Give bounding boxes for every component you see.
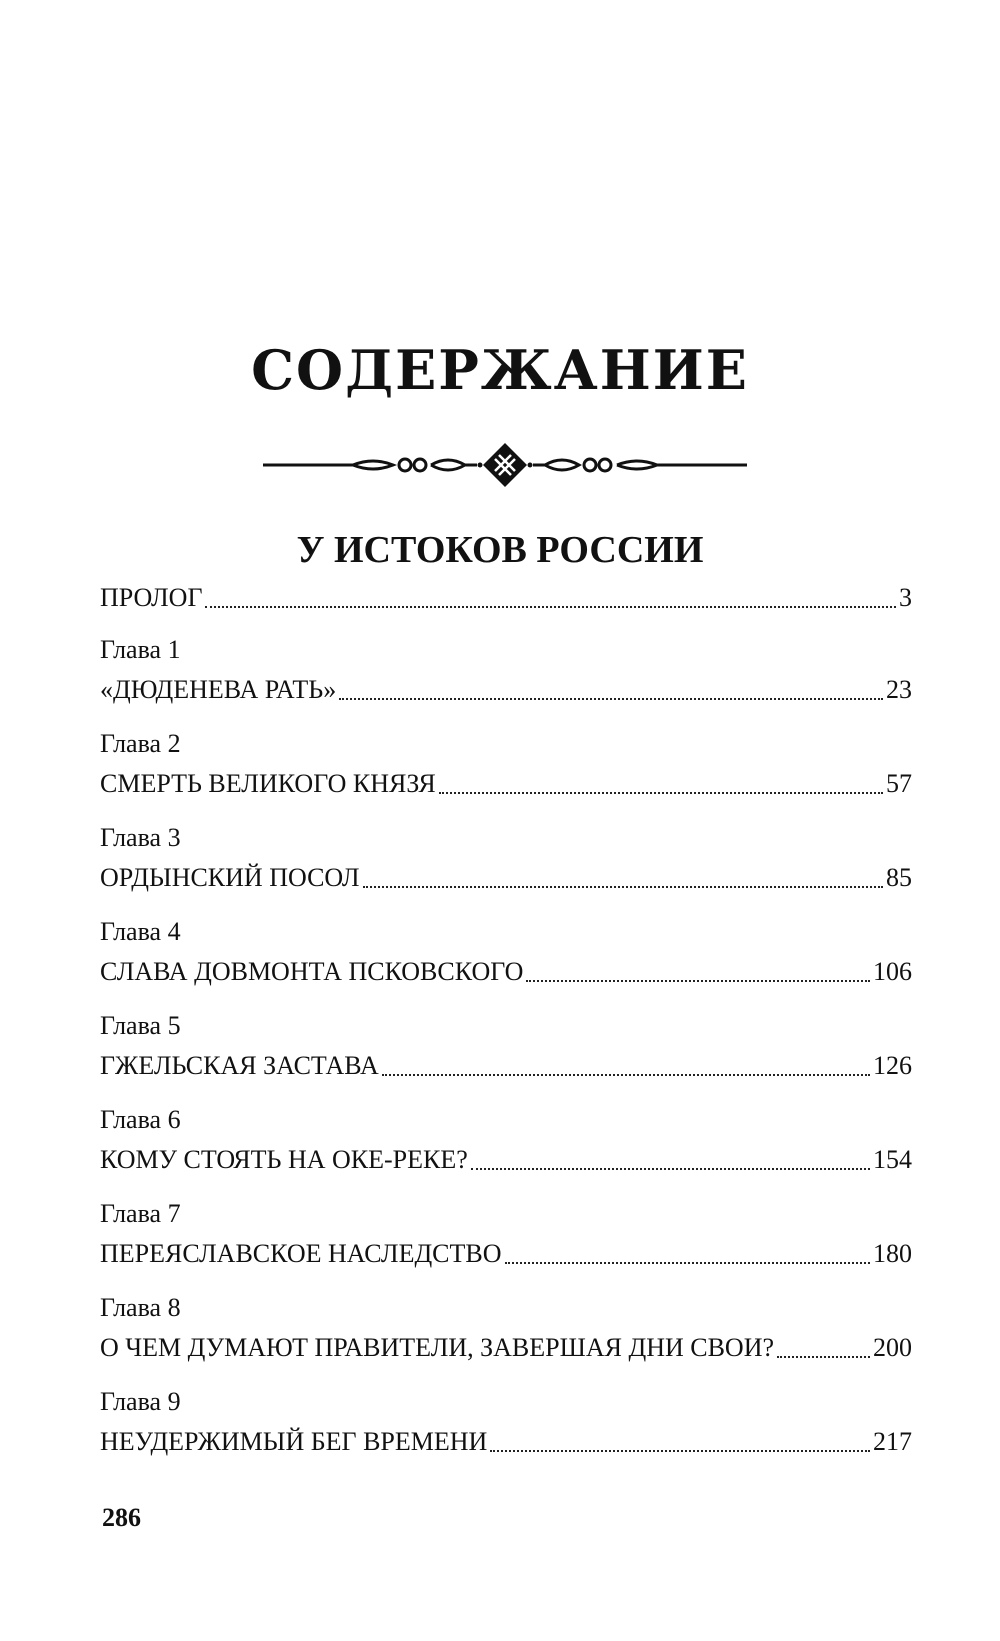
table-of-contents	[100, 578, 912, 1474]
toc-entry-title: НЕУДЕРЖИМЫЙ БЕГ ВРЕМЕНИ	[100, 1427, 488, 1456]
toc-page-number: 106	[873, 957, 912, 986]
leader-dots	[471, 1168, 870, 1170]
leader-dots	[777, 1356, 870, 1358]
section-title: У ИСТОКОВ РОССИИ	[296, 529, 704, 571]
chapter-label: Глава 7	[100, 1199, 181, 1228]
chapter-label: Глава 1	[100, 635, 181, 664]
page-number: 286	[102, 1503, 141, 1532]
toc-entry-title: ПЕРЕЯСЛАВСКОЕ НАСЛЕДСТВО	[100, 1239, 502, 1268]
chapter-label: Глава 6	[100, 1105, 181, 1134]
leader-dots	[205, 606, 896, 608]
chapter-label: Глава 8	[100, 1293, 181, 1322]
toc-entry-title: ОРДЫНСКИЙ ПОСОЛ	[100, 863, 360, 892]
toc-entry-title: ГЖЕЛЬСКАЯ ЗАСТАВА	[100, 1051, 379, 1080]
toc-page-number: 126	[873, 1051, 912, 1080]
toc-entry-chapter-9[interactable]	[100, 1380, 912, 1474]
leader-dots	[490, 1450, 870, 1452]
toc-entry-chapter-5[interactable]	[100, 1004, 912, 1098]
leader-dots	[363, 886, 883, 888]
toc-page-number: 57	[886, 769, 912, 798]
ornament-divider-icon	[263, 440, 747, 490]
toc-entry-title: КОМУ СТОЯТЬ НА ОКЕ-РЕКЕ?	[100, 1145, 468, 1174]
toc-entry-title: СМЕРТЬ ВЕЛИКОГО КНЯЗЯ	[100, 769, 436, 798]
toc-page-number: 200	[873, 1333, 912, 1362]
toc-page-number: 85	[886, 863, 912, 892]
toc-entry-chapter-7[interactable]	[100, 1192, 912, 1286]
toc-page-number: 3	[899, 583, 912, 612]
chapter-label: Глава 5	[100, 1011, 181, 1040]
toc-entry-prologue[interactable]	[100, 578, 912, 628]
page-title: СОДЕРЖАНИЕ	[251, 338, 749, 402]
chapter-label: Глава 4	[100, 917, 181, 946]
toc-page-number: 180	[873, 1239, 912, 1268]
toc-entry-title: «ДЮДЕНЕВА РАТЬ»	[100, 675, 337, 704]
toc-entry-title: СЛАВА ДОВМОНТА ПСКОВСКОГО	[100, 957, 524, 986]
toc-page-number: 217	[873, 1427, 912, 1456]
toc-page-number: 23	[886, 675, 912, 704]
chapter-label: Глава 2	[100, 729, 181, 758]
leader-dots	[505, 1262, 870, 1264]
toc-entry-chapter-6[interactable]	[100, 1098, 912, 1192]
toc-entry-title: О ЧЕМ ДУМАЮТ ПРАВИТЕЛИ, ЗАВЕРШАЯ ДНИ СВОИ?	[100, 1333, 775, 1362]
toc-page-number: 154	[873, 1145, 912, 1174]
toc-entry-chapter-4[interactable]	[100, 910, 912, 1004]
leader-dots	[339, 698, 883, 700]
toc-entry-chapter-8[interactable]	[100, 1286, 912, 1380]
chapter-label: Глава 9	[100, 1387, 181, 1416]
leader-dots	[526, 980, 870, 982]
chapter-label: Глава 3	[100, 823, 181, 852]
leader-dots	[439, 792, 883, 794]
toc-entry-chapter-2[interactable]	[100, 722, 912, 816]
toc-entry-chapter-1[interactable]	[100, 628, 912, 722]
leader-dots	[382, 1074, 870, 1076]
toc-entry-title: ПРОЛОГ	[100, 583, 203, 612]
toc-entry-chapter-3[interactable]	[100, 816, 912, 910]
